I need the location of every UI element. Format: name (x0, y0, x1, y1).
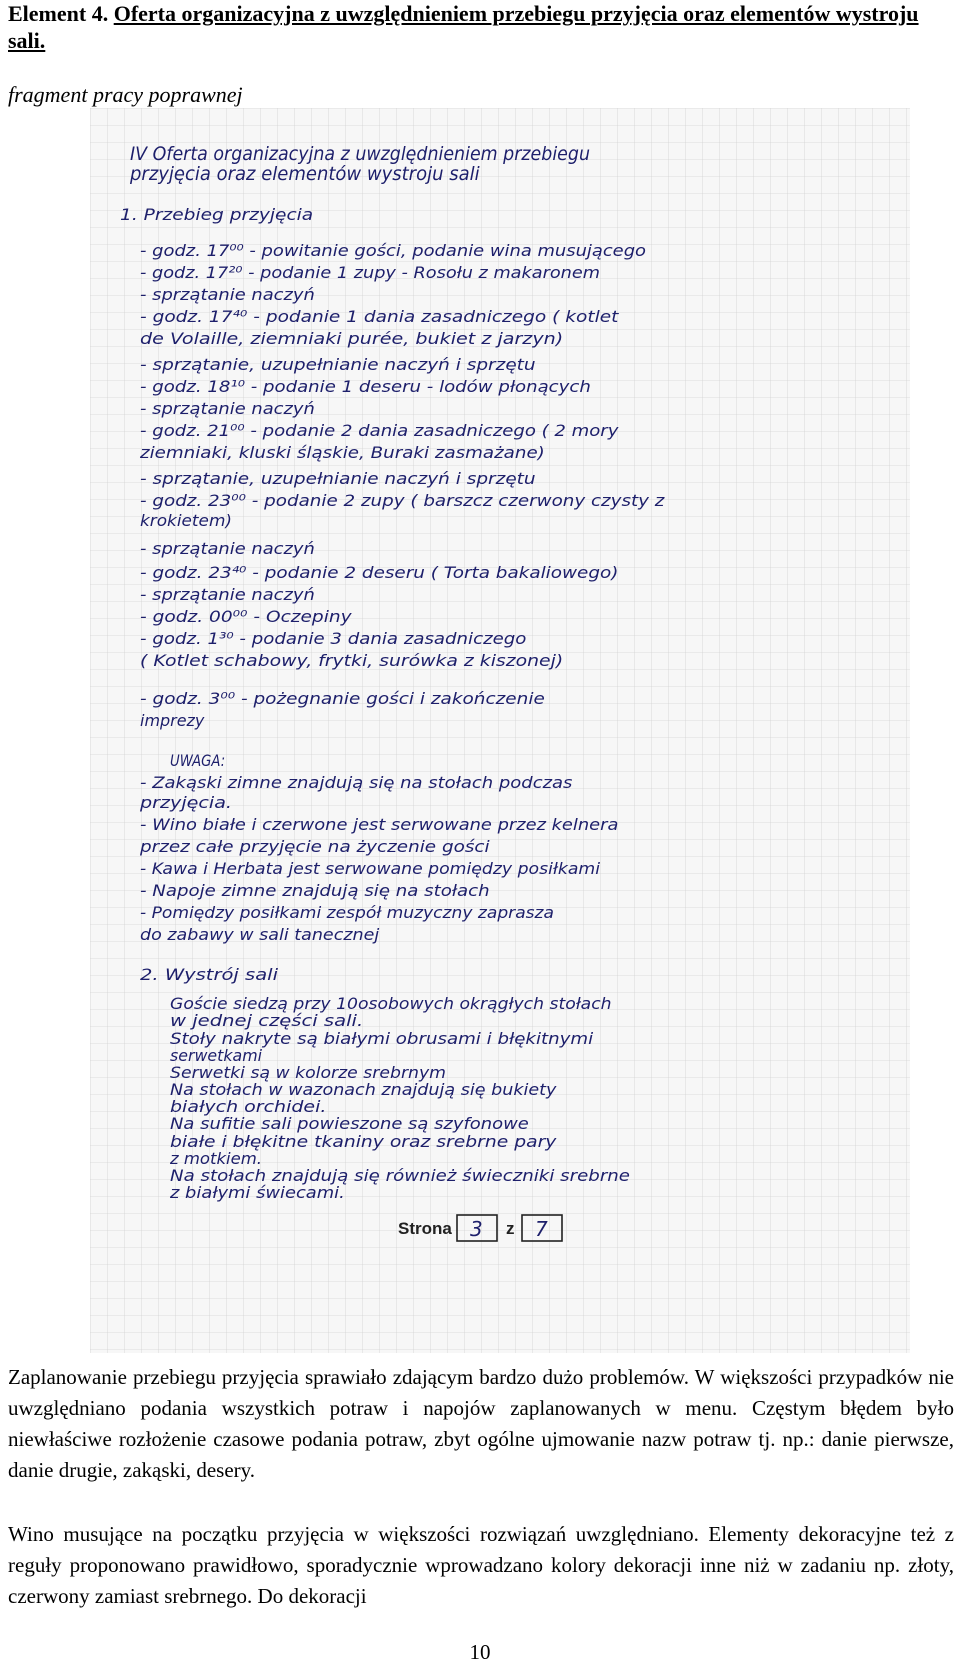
handwritten-line: - Pomiędzy posiłkami zespół muzyczny zaprasza (140, 903, 554, 922)
handwritten-line: przyjęcia oraz elementów wystroju sali (129, 163, 481, 185)
handwritten-line: Serwetki są w kolorze srebrnym (170, 1063, 446, 1082)
commentary-paragraph-2: Wino musujące na początku przyjęcia w większości rozwiązań uwzględniano. Elementy dekoracyjne też z reguły proponowano prawidłowo, sporadycznie wprowadzano kolory dekoracji inne niż w zadaniu np. złoty, czerwony zamiast srebrnego. Do dekoracji (8, 1522, 954, 1608)
handwritten-line: IV Oferta organizacyjna z uwzględnieniem przebiegu (130, 143, 590, 165)
handwritten-line: - godz. 17⁴⁰ - podanie 1 dania zasadniczego ( kotlet (140, 307, 620, 326)
handwritten-line: w jednej części sali. (170, 1011, 364, 1030)
handwritten-line: - Kawa i Herbata jest serwowane pomiędzy posiłkami (140, 859, 601, 878)
handwritten-line: krokietem) (140, 511, 232, 530)
handwritten-line: 1. Przebieg przyjęcia (120, 205, 314, 224)
handwritten-line: - sprzątanie, uzupełnianie naczyń i sprzętu (140, 469, 536, 488)
handwritten-line: przyjęcia. (138, 793, 232, 812)
scan-page-current: 3 (470, 1217, 483, 1241)
handwritten-line: przez całe przyjęcie na życzenie gości (138, 837, 491, 856)
scan-footer-label: Strona (398, 1219, 452, 1238)
handwritten-line: - sprzątanie naczyń (140, 585, 315, 604)
handwritten-line: - sprzątanie naczyń (140, 399, 315, 418)
heading-title[interactable]: Oferta organizacyjna z uwzględnieniem przebiegu przyjęcia oraz elementów wystroju sali. (8, 1, 919, 53)
handwritten-line: - Napoje zimne znajdują się na stołach (140, 881, 490, 900)
handwritten-line: imprezy (140, 711, 205, 730)
commentary-paragraph-1: Zaplanowanie przebiegu przyjęcia sprawiało zdającym bardzo dużo problemów. W większości przypadków nie uwzględniano podania wszystkich potraw i napojów zaplanowanych w menu. Częstym błędem było niewłaściwe rozłożenie czasowe podania potraw, zbyt ogólne ujmowanie nazw potraw tj. np.: danie pierwsze, danie drugie, zakąski, desery. (8, 1365, 954, 1482)
handwritten-line: - sprzątanie, uzupełnianie naczyń i sprzętu (140, 355, 536, 374)
handwritten-line: - godz. 23⁴⁰ - podanie 2 deseru ( Torta bakaliowego) (140, 563, 619, 582)
handwritten-line: serwetkami (170, 1046, 263, 1065)
scan-canvas (90, 108, 910, 1353)
handwritten-line: de Volaille, ziemniaki purée, bukiet z jarzyn) (140, 329, 564, 348)
handwritten-line: białe i błękitne tkaniny oraz srebrne pary (170, 1132, 558, 1151)
page-number: 10 (469, 1640, 491, 1664)
element-heading (8, 0, 948, 54)
handwritten-line: UWAGA: (170, 751, 226, 770)
handwritten-line: - godz. 17⁰⁰ - powitanie gości, podanie wina musującego (140, 241, 647, 260)
handwritten-line: - godz. 17²⁰ - podanie 1 zupy - Rosołu z makaronem (140, 263, 600, 282)
handwritten-line: - godz. 1³⁰ - podanie 3 dania zasadniczego (140, 629, 527, 648)
handwritten-line: 2. Wystrój sali (140, 965, 279, 984)
handwritten-line: do zabawy w sali tanecznej (140, 925, 380, 944)
subheading: fragment pracy poprawnej (8, 82, 243, 107)
handwritten-line: - godz. 00⁰⁰ - Oczepiny (140, 607, 353, 626)
handwritten-line: Na stołach znajdują się również świeczniki srebrne (170, 1166, 631, 1185)
heading-prefix: Element 4. (8, 1, 109, 26)
handwritten-line: - Wino białe i czerwone jest serwowane przez kelnera (140, 815, 619, 834)
scan-page-total: 7 (535, 1217, 548, 1241)
handwritten-line: Goście siedzą przy 10osobowych okrągłych stołach (170, 994, 612, 1013)
handwritten-line: - Zakąski zimne znajdują się na stołach podczas (140, 773, 573, 792)
scan-page-separator: z (506, 1219, 515, 1238)
handwritten-line: Stoły nakryte są białymi obrusami i błękitnymi (170, 1029, 594, 1048)
handwritten-line: z motkiem. (168, 1149, 262, 1168)
handwritten-line: - sprzątanie naczyń (140, 285, 315, 304)
handwritten-line: ziemniaki, kluski śląskie, Buraki zasmażane) (138, 443, 545, 462)
handwritten-line: - sprzątanie naczyń (140, 539, 315, 558)
handwritten-line: białych orchidei. (170, 1097, 327, 1116)
handwritten-line: - godz. 23⁰⁰ - podanie 2 zupy ( barszcz czerwony czysty z (140, 491, 666, 510)
handwritten-line: - godz. 3⁰⁰ - pożegnanie gości i zakończenie (140, 689, 545, 708)
handwritten-line: - godz. 18¹⁰ - podanie 1 deseru - lodów płonących (140, 377, 591, 396)
handwritten-line: - godz. 21⁰⁰ - podanie 2 dania zasadniczego ( 2 mory (140, 421, 619, 440)
handwritten-line: Na sufitie sali powieszone są szyfonowe (170, 1114, 529, 1133)
handwritten-line: Na stołach w wazonach znajdują się bukiety (170, 1080, 557, 1099)
handwritten-line: z białymi świecami. (168, 1183, 345, 1202)
handwritten-line: ( Kotlet schabowy, frytki, surówka z kiszonej) (140, 651, 564, 670)
handwritten-scan (90, 108, 910, 1353)
